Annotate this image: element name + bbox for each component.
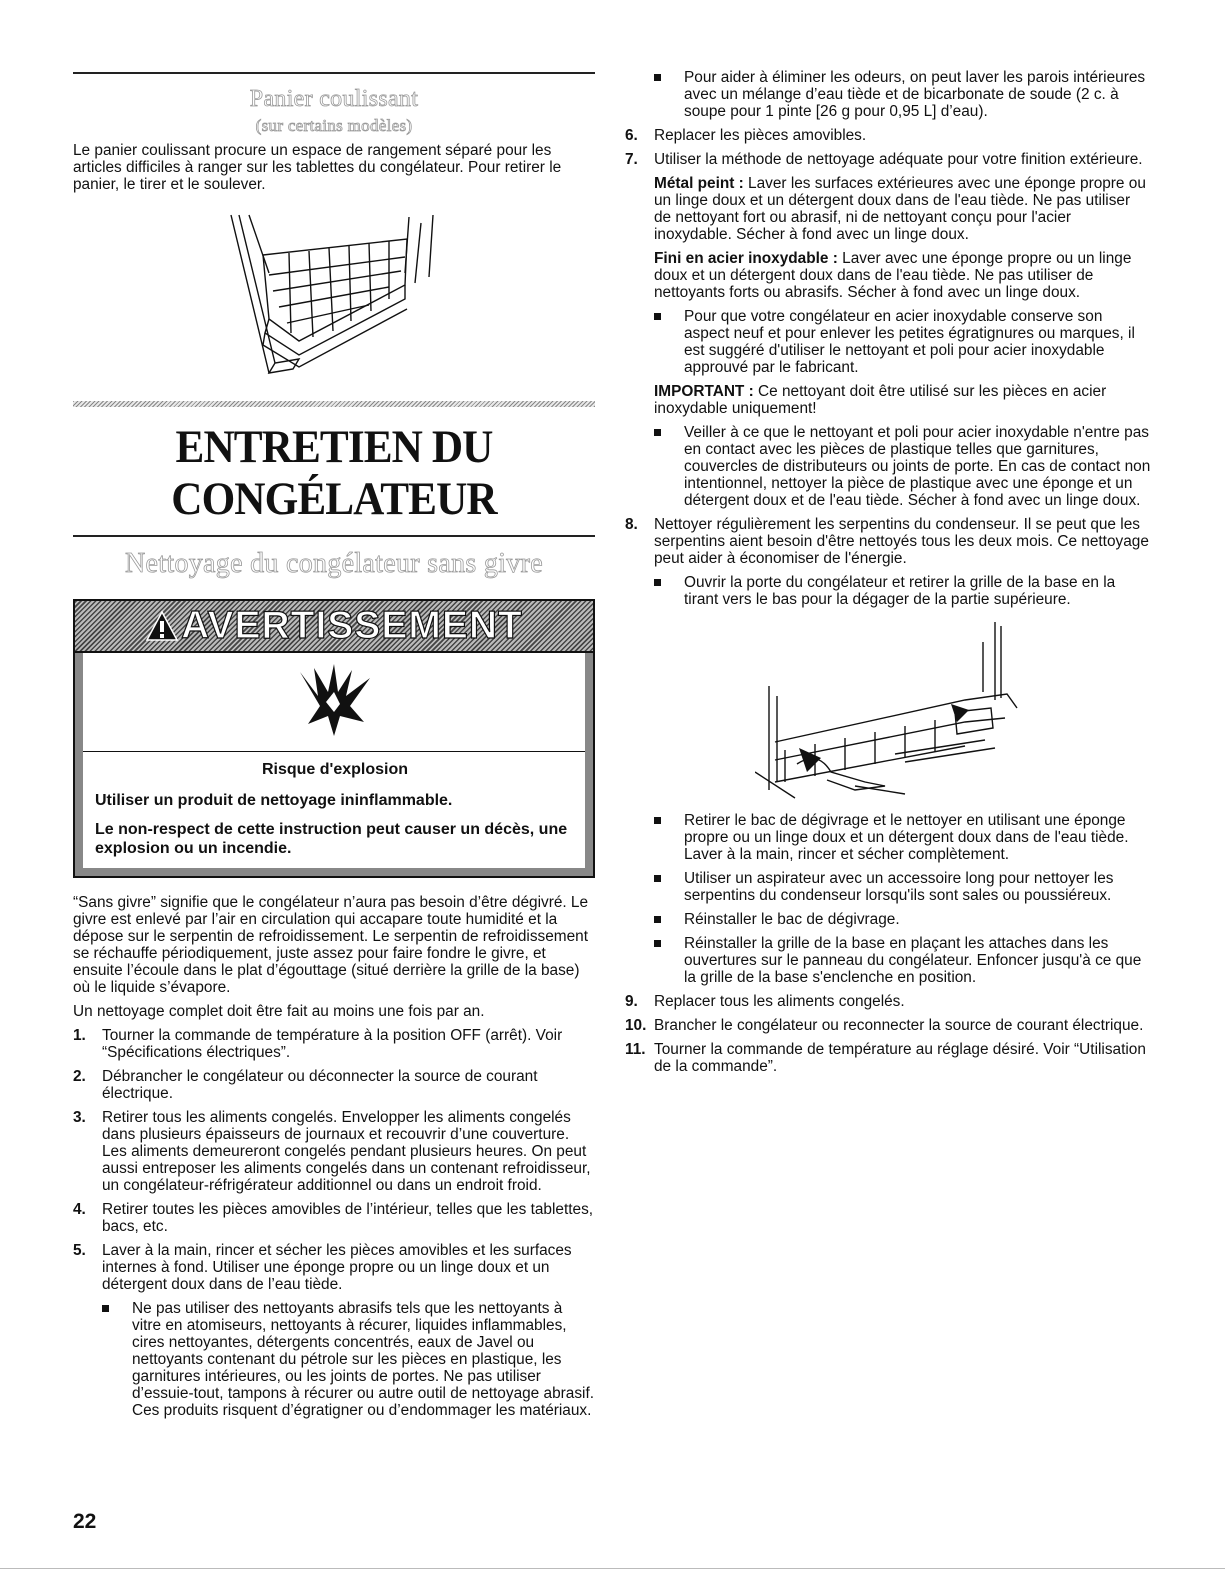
warning-header [75, 601, 593, 653]
step-text: Tourner la commande de température à la position OFF (arrêt). Voir “Spécifications électriques”. [102, 1027, 563, 1061]
yearly-paragraph: Un nettoyage complet doit être fait au moins une fois par an. [73, 1003, 485, 1020]
grille-removal-drawing-icon [755, 622, 1025, 800]
section-title: Nettoyage du congélateur sans givre [125, 548, 543, 579]
step-11 [625, 1041, 1151, 1075]
warning-box [73, 599, 595, 878]
bullet-square-icon [654, 579, 661, 586]
step-number: 10. [625, 1017, 647, 1034]
step-number: 11. [625, 1041, 646, 1058]
bullet-text: Utiliser un aspirateur avec un accessoire long pour nettoyer les serpentins du condenseur lorsqu'ils sont sales ou poussiéreux. [684, 870, 1114, 904]
bullet-text: Pour que votre congélateur en acier inoxydable conserve son aspect neuf et pour enlever les petites égratignures ou marques, il est suggéré d'utiliser le nettoyant et poli pour acier inoxydable approuvé par le fabricant. [684, 308, 1135, 376]
step-number: 8. [625, 516, 638, 533]
bullet-square-icon [654, 74, 661, 81]
warning-line-1: Utiliser un produit de nettoyage ininflammable. [95, 792, 453, 809]
odor-bullet [625, 69, 1151, 120]
step-number: 5. [73, 1242, 86, 1259]
bullet-reinstall-pan [625, 911, 1151, 928]
step-5-bullet [73, 1300, 595, 1419]
bullet-text: Réinstaller la grille de la base en plaçant les attaches dans les ouvertures sur le panneau du congélateur. Enfoncer jusqu'à ce que la grille de la base s'enclenche en position. [684, 935, 1142, 986]
bullet-text: Ouvrir la porte du congélateur et retirer la grille de la base en la tirant vers le bas pour la dégager de la partie supérieure. [684, 574, 1116, 608]
bullet-text: Veiller à ce que le nettoyant et poli pour acier inoxydable n'entre pas en contact avec les pièces de plastique telles que garnitures, couvercles de distributeurs ou joints de porte. En cas de contact non intentionnel, nettoyer la pièce de plastique avec une éponge et un détergent doux et de l'eau tiède. Sécher à fond avec un linge doux. [684, 424, 1151, 509]
painted-metal-text: Laver les surfaces extérieures avec une éponge propre ou un linge doux et un détergent doux dans de l'eau tiède. Ne pas utiliser de nettoyant fort ou abrasif, ni de nettoyant conçu pour l'acier inoxydable. Sécher à fond avec un linge doux. [654, 175, 1146, 243]
basket-drawing-icon [229, 213, 449, 381]
bullet-square-icon [654, 875, 661, 882]
important-paragraph [625, 383, 1151, 417]
bullet-square-icon [102, 1305, 109, 1312]
step-2 [73, 1068, 595, 1102]
page-number: 22 [73, 1510, 97, 1533]
step-9 [625, 993, 1151, 1010]
step-10 [625, 1017, 1151, 1034]
explosion-icon [294, 662, 374, 742]
stainless-bullet [625, 308, 1151, 376]
step-number: 4. [73, 1201, 86, 1218]
step-text: Nettoyer régulièrement les serpentins du condenseur. Il se peut que les serpentins aient besoin d'être nettoyés tous les deux mois. Ce nettoyage peut aider à économiser de l'énergie. [654, 516, 1149, 567]
bullet-square-icon [654, 916, 661, 923]
basket-title: Panier coulissant [249, 86, 419, 112]
step-5 [73, 1242, 595, 1293]
right-column [625, 69, 1151, 1082]
bullet-vacuum [625, 870, 1151, 904]
section-hatch-rule [73, 401, 595, 407]
intro-paragraph: “Sans givre” signifie que le congélateur n’aura pas besoin d’être dégivré. Le givre est enlevé par l’air en circulation qui accapare toute humidité et la dépose sur le serpentin de refroidissement. Le serpentin de refroidissement se réchauffe périodiquement, juste assez pour faire fondre le givre, et ensuite l’écoule dans le plat d’égouttage (situé derrière la grille de la base) où le liquide s’évapore. [73, 894, 589, 996]
stainless-label: Fini en acier inoxydable : [654, 250, 838, 267]
warning-triangle-icon [145, 610, 179, 642]
painted-metal-paragraph [625, 175, 1151, 243]
step-text: Retirer toutes les pièces amovibles de l’intérieur, telles que les tablettes, bacs, etc. [102, 1201, 594, 1235]
step-text: Utiliser la méthode de nettoyage adéquate pour votre finition extérieure. [654, 151, 1143, 168]
bullet-square-icon [654, 313, 661, 320]
sliding-basket-illustration [229, 213, 449, 381]
step-6 [625, 127, 1151, 144]
main-title: ENTRETIEN DU CONGÉLATEUR [171, 421, 497, 525]
step-4 [73, 1201, 595, 1235]
bullet-text: Pour aider à éliminer les odeurs, on peut laver les parois intérieures avec un mélange d’eau tiède et de bicarbonate de soude (2 c. à soupe pour 1 pinte [26 g pour 0,95 L] d’eau). [684, 69, 1146, 120]
step-number: 6. [625, 127, 638, 144]
step-text: Brancher le congélateur ou reconnecter la source de courant électrique. [654, 1017, 1144, 1034]
stainless-text: Laver avec une éponge propre ou un linge doux et un détergent doux dans de l'eau tiède. Ne pas utiliser de nettoyants forts ou abrasifs. Sécher à fond avec un linge doux. [654, 250, 1132, 301]
painted-metal-label: Métal peint : [654, 175, 744, 192]
step-text: Replacer les pièces amovibles. [654, 127, 867, 144]
step-8 [625, 516, 1151, 567]
important-label: IMPORTANT : [654, 383, 754, 400]
grille-bullet [625, 574, 1151, 608]
warning-icon-area [83, 653, 585, 752]
bullet-text: Retirer le bac de dégivrage et le nettoyer en utilisant une éponge propre ou un linge doux et un détergent doux dans de l'eau tiède. Laver à la main, rincer et sécher complètement. [684, 812, 1129, 863]
title-rule [73, 535, 595, 537]
bullet-square-icon [654, 817, 661, 824]
step-number: 1. [73, 1027, 86, 1044]
step-text: Retirer tous les aliments congelés. Envelopper les aliments congelés dans plusieurs épaisseurs de journaux et recouvrir d’une couverture. Les aliments demeureront congelés pendant plusieurs heures. On peut aussi entreposer les aliments congelés dans un contenant refroidisseur, un congélateur-réfrigérateur additionnel ou dans un endroit froid. [102, 1109, 591, 1194]
bullet-text: Ne pas utiliser des nettoyants abrasifs tels que les nettoyants à vitre en atomiseurs, nettoyants à récurer, liquides inflammables, cires nettoyantes, détergents concentrés, eaux de Javel ou nettoyants contenant du pétrole sur les pièces en plastique, les garnitures intérieures, ou les joints de portes. Ne pas utiliser d’essuie-tout, tampons à récurer ou autre outil de nettoyage abrasif. Ces produits risquent d’égratigner ou d’endommager les matériaux. [132, 1300, 594, 1419]
warning-body [83, 752, 585, 868]
bullet-square-icon [654, 429, 661, 436]
step-3 [73, 1109, 595, 1194]
step-number: 7. [625, 151, 638, 168]
stainless-paragraph [625, 250, 1151, 301]
step-text: Tourner la commande de température au réglage désiré. Voir “Utilisation de la commande”. [654, 1041, 1146, 1075]
bullet-text: Réinstaller le bac de dégivrage. [684, 911, 900, 928]
step-1 [73, 1027, 595, 1061]
plastic-bullet [625, 424, 1151, 509]
step-text: Laver à la main, rincer et sécher les pièces amovibles et les surfaces internes à fond. Utiliser une éponge propre ou un linge doux et un détergent doux dans de l’eau tiède. [102, 1242, 572, 1293]
base-grille-illustration [755, 622, 1025, 800]
warning-line-2: Le non-respect de cette instruction peut causer un décès, une explosion ou un incendie. [95, 821, 568, 857]
basket-text: Le panier coulissant procure un espace de rangement séparé pour les articles difficiles à ranger sur les tablettes du congélateur. Pour retirer le panier, le tirer et le soulever. [73, 142, 562, 193]
bullet-defrost-pan [625, 812, 1151, 863]
step-7 [625, 151, 1151, 168]
bullet-reinstall-grille [625, 935, 1151, 986]
bottom-rule [0, 1568, 1225, 1569]
step-text: Replacer tous les aliments congelés. [654, 993, 905, 1010]
warning-frame [75, 653, 593, 876]
warning-hazard: Risque d'explosion [261, 761, 409, 778]
bullet-square-icon [654, 940, 661, 947]
step-number: 9. [625, 993, 638, 1010]
important-text: Ce nettoyant doit être utilisé sur les pièces en acier inoxydable uniquement! [654, 383, 1107, 417]
basket-subtitle: (sur certains modèles) [255, 116, 413, 135]
warning-title: AVERTISSEMENT [181, 604, 523, 647]
step-number: 3. [73, 1109, 86, 1126]
left-column [73, 0, 595, 1426]
step-text: Débrancher le congélateur ou déconnecter la source de courant électrique. [102, 1068, 538, 1102]
after-bullets [625, 812, 1151, 986]
top-rule [73, 72, 595, 74]
step-number: 2. [73, 1068, 86, 1085]
